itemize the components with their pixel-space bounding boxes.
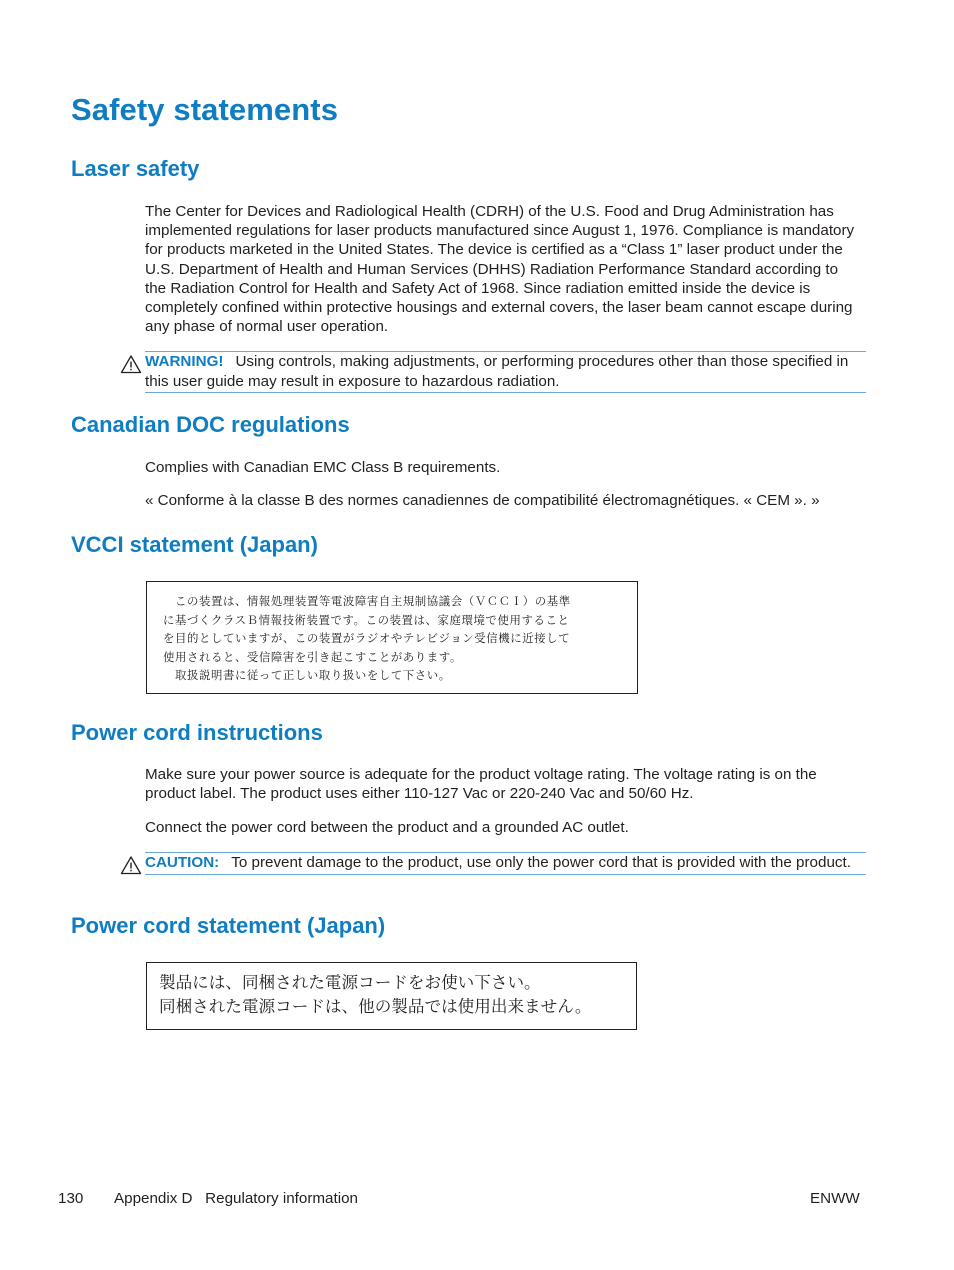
canadian-doc-line-1: Complies with Canadian EMC Class B requirements. [145,459,501,476]
vcci-statement-box [146,581,638,694]
page-title: Safety statements [71,92,339,127]
vcci-line: この装置は、情報処理装置等電波障害自主規制協議会（ＶＣＣＩ）の基準 [163,594,571,608]
warning-icon [120,354,142,374]
vcci-line: に基づくクラスＢ情報技術装置です。この装置は、家庭環境で使用すること [163,612,570,627]
laser-safety-body: The Center for Devices and Radiological Health (CDRH) of the U.S. Food and Drug Administration has implemented regulations for laser products manufactured since August 1, 1976. Compliance is mandatory for products marketed in the United States. The device is certified as a “Class 1” laser product under the U.S. Department of Health and Human Services (DHHS) Radiation Performance Standard according to the Radiation Control for Health and Safety Act of 1968. Since radiation emitted inside the device is completely confined within protective housings and external covers, the laser beam cannot escape during any phase of normal user operation. [145,203,855,336]
vcci-line: 使用されると、受信障害を引き起こすことがあります。 [163,649,462,664]
caution-label: CAUTION: [145,854,220,871]
power-caution-notice [145,852,866,875]
warning-text: Using controls, making adjustments, or performing procedures other than those specified in this user guide may result in exposure to hazardous radiation. [145,353,849,390]
caution-text: To prevent damage to the product, use only the power cord that is provided with the product. [231,854,851,871]
power-cord-heading: Power cord instructions [71,720,323,745]
canadian-doc-heading: Canadian DOC regulations [71,412,350,437]
cord-japan-line: 製品には、同梱された電源コードをお使い下さい。 [159,973,541,992]
power-cord-para-2: Connect the power cord between the product and a grounded AC outlet. [145,819,629,836]
warning-label: WARNING! [145,353,224,370]
vcci-heading: VCCI statement (Japan) [71,532,318,557]
power-cord-japan-box [146,962,637,1030]
vcci-line: を目的としていますが、この装置がラジオやテレビジョン受信機に近接して [163,631,571,646]
power-cord-japan-heading: Power cord statement (Japan) [71,913,386,938]
power-cord-para-1: Make sure your power source is adequate for the product voltage rating. The voltage rating is on the product label. The product uses either 110-127 Vac or 220-240 Vac and 50/60 Hz. [145,766,817,803]
laser-warning-notice [145,351,866,393]
canadian-doc-line-2: « Conforme à la classe B des normes canadiennes de compatibilité électromagnétiques. « CEM ». » [145,492,820,509]
footer-section: Appendix D Regulatory information [114,1190,358,1207]
vcci-line: 取扱説明書に従って正しい取り扱いをして下さい。 [163,668,451,683]
laser-safety-heading: Laser safety [71,156,200,181]
footer-right: ENWW [810,1190,860,1207]
cord-japan-line: 同梱された電源コードは、他の製品では使用出来ません。 [159,997,592,1016]
page-number: 130 [58,1190,84,1207]
caution-icon [120,855,142,875]
